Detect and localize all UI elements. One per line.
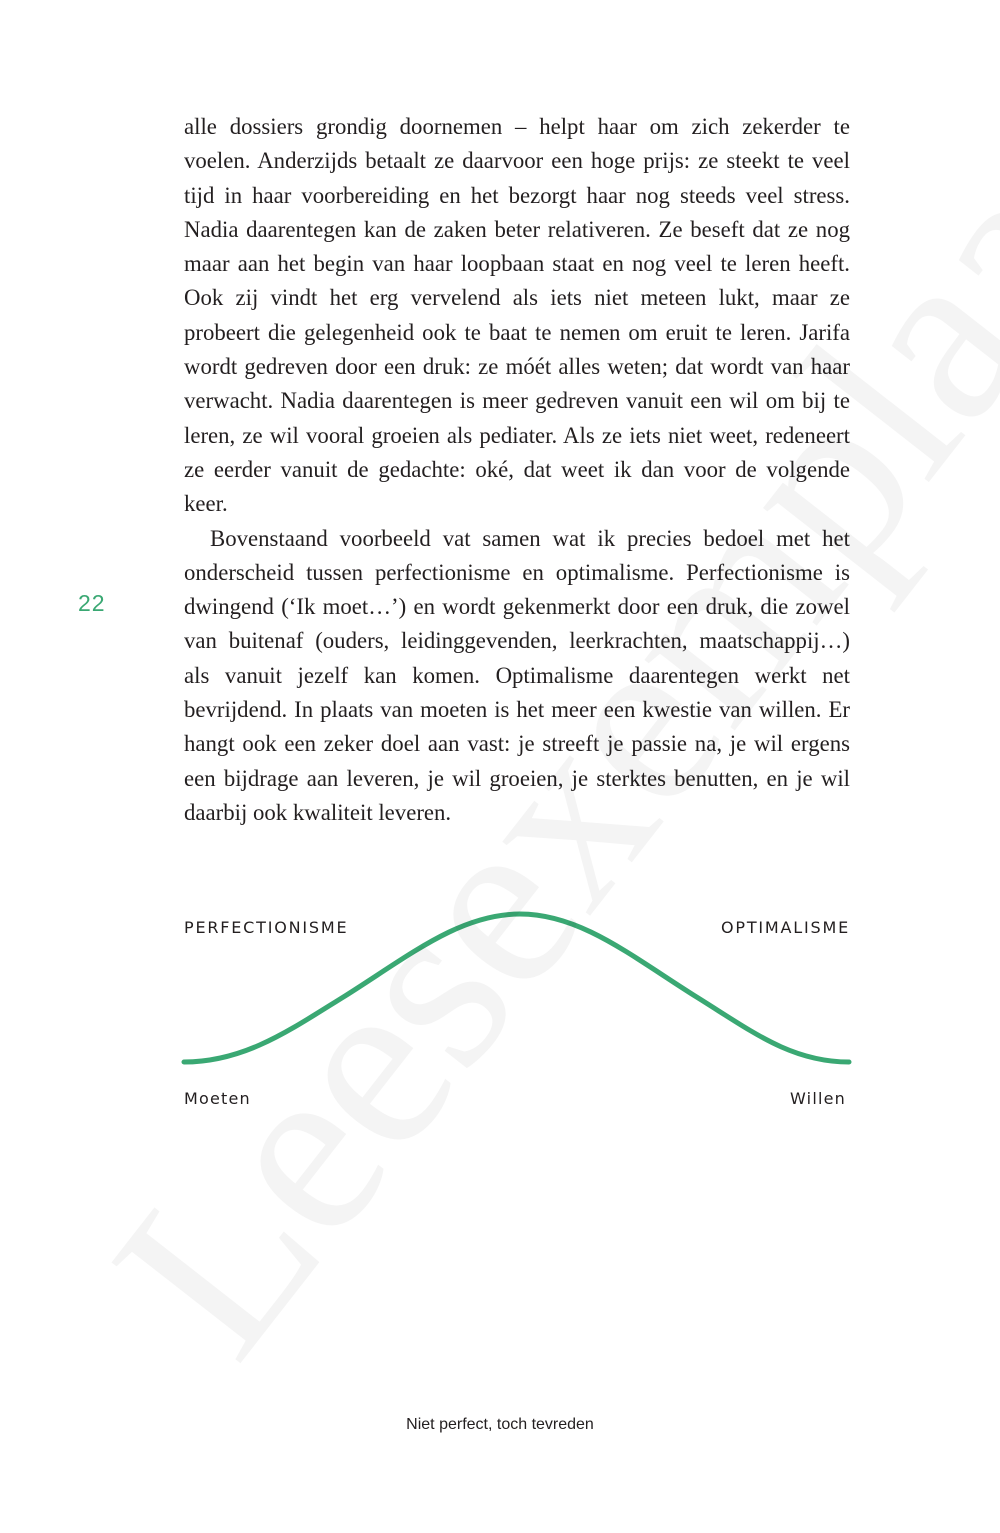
label-moeten: Moeten [184,1089,251,1108]
label-willen: Willen [790,1089,846,1108]
running-footer: Niet perfect, toch tevreden [406,1416,594,1433]
page-number: 22 [78,590,106,616]
paragraph: alle dossiers grondig doornemen – helpt haar om zich zekerder te voelen. Anderzijds betaalt ze daarvoor een hoge prijs: ze steekt te veel tijd in haar voorbereiding en het bezorgt haar nog steeds veel stress. Nadia daarentegen kan de zaken beter relativeren. Ze beseft dat ze nog maar aan het begin van haar loopbaan staat en nog veel te leren heeft. Ook zij vindt het erg vervelend als iets niet meteen lukt, maar ze probeert die gelegenheid ook te baat te nemen om eruit te leren. Jarifa wordt gedreven door een druk: ze móét alles weten; dat wordt van haar verwacht. Nadia daarentegen is meer gedreven vanuit een wil om bij te leren, ze wil vooral groeien als pediater. Als ze iets niet weet, redeneert ze eerder vanuit de gedachte: oké, dat weet ik dan voor de volgende keer. [184,114,850,517]
label-perfectionisme: PERFECTIONISME [184,918,349,937]
paragraph: Bovenstaand voorbeeld vat samen wat ik precies bedoel met het onderscheid tussen perfectionisme en optimalisme. Perfectionisme is dwingend (‘Ik moet…’) en wordt gekenmerkt door een druk, die zowel van buitenaf (ouders, leidinggevenden, leerkrachten, maatschappij…) als vanuit jezelf kan komen. Optimalisme daarentegen werkt net bevrijdend. In plaats van moeten is het meer een kwestie van willen. Er hangt ook een zeker doel aan vast: je streeft je passie na, je wil ergens een bijdrage aan leveren, je wil groeien, je sterktes benutten, en je wil daarbij ook kwaliteit leveren. [184,525,850,825]
label-optimalisme: OPTIMALISME [721,918,850,937]
